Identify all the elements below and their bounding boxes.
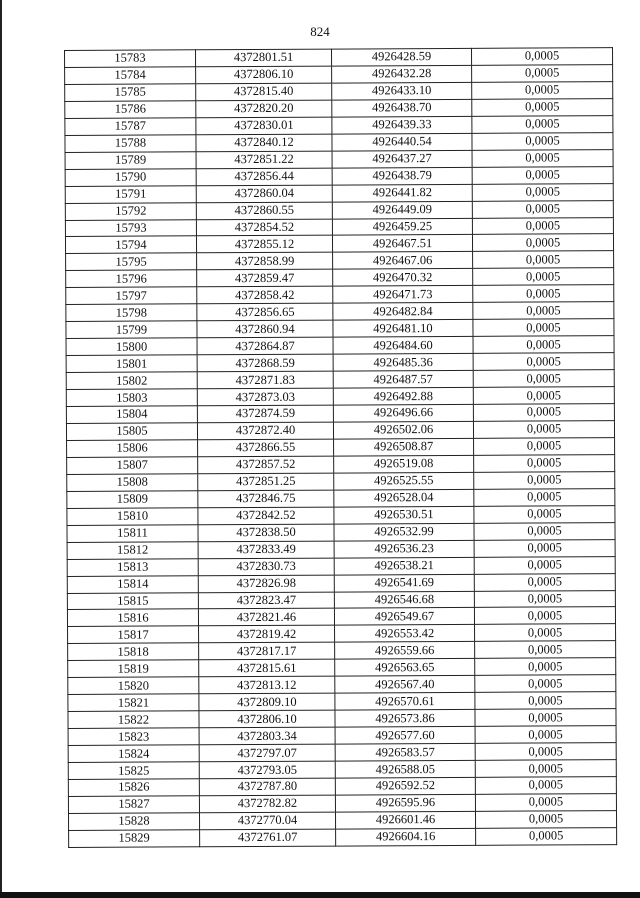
point-number-cell: 15795 [66, 253, 197, 271]
x-coordinate-cell: 4372782.82 [199, 795, 335, 813]
x-coordinate-cell: 4372856.44 [196, 168, 332, 186]
accuracy-cell: 0,0005 [474, 573, 615, 591]
accuracy-cell: 0,0005 [472, 82, 613, 100]
y-coordinate-cell: 4926595.96 [335, 794, 475, 812]
accuracy-cell: 0,0005 [473, 421, 614, 439]
accuracy-cell: 0,0005 [475, 760, 616, 778]
x-coordinate-cell: 4372842.52 [198, 507, 334, 525]
point-number-cell: 15796 [66, 270, 197, 288]
y-coordinate-cell: 4926482.84 [333, 303, 473, 321]
accuracy-cell: 0,0005 [472, 234, 613, 252]
x-coordinate-cell: 4372809.10 [199, 693, 335, 711]
accuracy-cell: 0,0005 [475, 675, 616, 693]
accuracy-cell: 0,0005 [473, 285, 614, 303]
point-number-cell: 15783 [65, 50, 196, 68]
y-coordinate-cell: 4926577.60 [335, 726, 475, 744]
accuracy-cell: 0,0005 [473, 370, 614, 388]
point-number-cell: 15790 [65, 168, 196, 186]
point-number-cell: 15801 [66, 355, 197, 373]
point-number-cell: 15791 [65, 185, 196, 203]
y-coordinate-cell: 4926604.16 [336, 828, 476, 846]
x-coordinate-cell: 4372854.52 [196, 219, 332, 237]
x-coordinate-cell: 4372857.52 [198, 456, 334, 474]
point-number-cell: 15827 [68, 796, 199, 814]
x-coordinate-cell: 4372833.49 [198, 541, 334, 559]
y-coordinate-cell: 4926588.05 [335, 760, 475, 778]
accuracy-cell: 0,0005 [474, 471, 615, 489]
point-number-cell: 15794 [65, 236, 196, 254]
x-coordinate-cell: 4372806.10 [199, 710, 335, 728]
y-coordinate-cell: 4926439.33 [332, 116, 472, 134]
x-coordinate-cell: 4372855.12 [196, 236, 332, 254]
x-coordinate-cell: 4372821.46 [198, 609, 334, 627]
x-coordinate-cell: 4372838.50 [198, 524, 334, 542]
point-number-cell: 15789 [65, 152, 196, 170]
point-number-cell: 15826 [68, 779, 199, 797]
accuracy-cell: 0,0005 [473, 353, 614, 371]
accuracy-cell: 0,0005 [474, 539, 615, 557]
y-coordinate-cell: 4926570.61 [335, 693, 475, 711]
accuracy-cell: 0,0005 [472, 115, 613, 133]
x-coordinate-cell: 4372856.65 [197, 303, 333, 321]
accuracy-cell: 0,0005 [472, 200, 613, 218]
y-coordinate-cell: 4926484.60 [333, 337, 473, 355]
accuracy-cell: 0,0005 [472, 149, 613, 167]
x-coordinate-cell: 4372858.42 [197, 286, 333, 304]
x-coordinate-cell: 4372830.73 [198, 558, 334, 576]
y-coordinate-cell: 4926496.66 [333, 404, 473, 422]
point-number-cell: 15818 [68, 643, 199, 661]
point-number-cell: 15809 [67, 491, 198, 509]
x-coordinate-cell: 4372858.99 [197, 253, 333, 271]
y-coordinate-cell: 4926536.23 [334, 540, 474, 558]
y-coordinate-cell: 4926519.08 [334, 455, 474, 473]
point-number-cell: 15820 [68, 677, 199, 695]
accuracy-cell: 0,0005 [475, 811, 616, 829]
point-number-cell: 15821 [68, 694, 199, 712]
x-coordinate-cell: 4372793.05 [199, 761, 335, 779]
y-coordinate-cell: 4926592.52 [335, 777, 475, 795]
x-coordinate-cell: 4372851.25 [198, 473, 334, 491]
page-number: 824 [310, 24, 330, 39]
x-coordinate-cell: 4372840.12 [196, 134, 332, 152]
x-coordinate-cell: 4372803.34 [199, 727, 335, 745]
y-coordinate-cell: 4926470.32 [333, 269, 473, 287]
accuracy-cell: 0,0005 [472, 132, 613, 150]
y-coordinate-cell: 4926433.10 [332, 82, 472, 100]
point-number-cell: 15815 [67, 592, 198, 610]
accuracy-cell: 0,0005 [475, 692, 616, 710]
x-coordinate-cell: 4372823.47 [198, 592, 334, 610]
point-number-cell: 15822 [68, 711, 199, 729]
y-coordinate-cell: 4926438.79 [332, 167, 472, 185]
y-coordinate-cell: 4926601.46 [335, 811, 475, 829]
point-number-cell: 15803 [66, 389, 197, 407]
y-coordinate-cell: 4926559.66 [335, 642, 475, 660]
x-coordinate-cell: 4372761.07 [200, 829, 336, 847]
x-coordinate-cell: 4372770.04 [199, 812, 335, 830]
y-coordinate-cell: 4926485.36 [333, 354, 473, 372]
accuracy-cell: 0,0005 [471, 48, 612, 66]
x-coordinate-cell: 4372817.17 [199, 642, 335, 660]
y-coordinate-cell: 4926441.82 [332, 184, 472, 202]
accuracy-cell: 0,0005 [474, 590, 615, 608]
point-number-cell: 15786 [65, 101, 196, 119]
point-number-cell: 15793 [65, 219, 196, 237]
accuracy-cell: 0,0005 [474, 607, 615, 625]
accuracy-cell: 0,0005 [474, 488, 615, 506]
accuracy-cell: 0,0005 [474, 522, 615, 540]
y-coordinate-cell: 4926553.42 [335, 625, 475, 643]
point-number-cell: 15784 [65, 67, 196, 85]
accuracy-cell: 0,0005 [474, 505, 615, 523]
y-coordinate-cell: 4926508.87 [334, 438, 474, 456]
y-coordinate-cell: 4926530.51 [334, 506, 474, 524]
y-coordinate-cell: 4926432.28 [332, 65, 472, 83]
accuracy-cell: 0,0005 [475, 794, 616, 812]
y-coordinate-cell: 4926428.59 [331, 48, 471, 66]
x-coordinate-cell: 4372851.22 [196, 151, 332, 169]
y-coordinate-cell: 4926487.57 [333, 370, 473, 388]
x-coordinate-cell: 4372815.40 [196, 83, 332, 101]
point-number-cell: 15810 [67, 508, 198, 526]
point-number-cell: 15823 [68, 728, 199, 746]
accuracy-cell: 0,0005 [472, 183, 613, 201]
point-number-cell: 15785 [65, 84, 196, 102]
x-coordinate-cell: 4372801.51 [196, 49, 332, 67]
x-coordinate-cell: 4372873.03 [197, 388, 333, 406]
scan-edge-bottom [0, 892, 640, 898]
coordinates-table-body [65, 48, 617, 848]
point-number-cell: 15816 [67, 609, 198, 627]
x-coordinate-cell: 4372868.59 [197, 354, 333, 372]
x-coordinate-cell: 4372859.47 [197, 269, 333, 287]
y-coordinate-cell: 4926440.54 [332, 133, 472, 151]
y-coordinate-cell: 4926532.99 [334, 523, 474, 541]
y-coordinate-cell: 4926567.40 [335, 676, 475, 694]
accuracy-cell: 0,0005 [473, 387, 614, 405]
accuracy-cell: 0,0005 [474, 556, 615, 574]
point-number-cell: 15814 [67, 575, 198, 593]
x-coordinate-cell: 4372860.94 [197, 320, 333, 338]
y-coordinate-cell: 4926549.67 [334, 608, 474, 626]
x-coordinate-cell: 4372797.07 [199, 744, 335, 762]
point-number-cell: 15804 [66, 406, 197, 424]
accuracy-cell: 0,0005 [472, 65, 613, 83]
y-coordinate-cell: 4926583.57 [335, 743, 475, 761]
y-coordinate-cell: 4926449.09 [332, 201, 472, 219]
point-number-cell: 15788 [65, 135, 196, 153]
point-number-cell: 15828 [68, 813, 199, 831]
point-number-cell: 15811 [67, 524, 198, 542]
x-coordinate-cell: 4372787.80 [199, 778, 335, 796]
x-coordinate-cell: 4372815.61 [199, 659, 335, 677]
point-number-cell: 15792 [65, 202, 196, 220]
accuracy-cell: 0,0005 [472, 166, 613, 184]
x-coordinate-cell: 4372860.55 [196, 202, 332, 220]
x-coordinate-cell: 4372820.20 [196, 100, 332, 118]
y-coordinate-cell: 4926573.86 [335, 710, 475, 728]
point-number-cell: 15805 [66, 423, 197, 441]
x-coordinate-cell: 4372819.42 [199, 625, 335, 643]
table-row [69, 827, 617, 847]
point-number-cell: 15817 [68, 626, 199, 644]
point-number-cell: 15787 [65, 118, 196, 136]
y-coordinate-cell: 4926437.27 [332, 150, 472, 168]
y-coordinate-cell: 4926438.70 [332, 99, 472, 117]
x-coordinate-cell: 4372806.10 [196, 66, 332, 84]
point-number-cell: 15802 [66, 372, 197, 390]
point-number-cell: 15800 [66, 338, 197, 356]
y-coordinate-cell: 4926471.73 [333, 286, 473, 304]
accuracy-cell: 0,0005 [472, 217, 613, 235]
accuracy-cell: 0,0005 [474, 438, 615, 456]
point-number-cell: 15797 [66, 287, 197, 305]
point-number-cell: 15825 [68, 762, 199, 780]
y-coordinate-cell: 4926541.69 [334, 574, 474, 592]
accuracy-cell: 0,0005 [475, 658, 616, 676]
x-coordinate-cell: 4372846.75 [198, 490, 334, 508]
x-coordinate-cell: 4372872.40 [197, 422, 333, 440]
y-coordinate-cell: 4926563.65 [335, 659, 475, 677]
y-coordinate-cell: 4926528.04 [334, 489, 474, 507]
x-coordinate-cell: 4372813.12 [199, 676, 335, 694]
coordinates-table [64, 47, 617, 848]
accuracy-cell: 0,0005 [473, 268, 614, 286]
accuracy-cell: 0,0005 [475, 709, 616, 727]
point-number-cell: 15813 [67, 558, 198, 576]
accuracy-cell: 0,0005 [473, 319, 614, 337]
x-coordinate-cell: 4372826.98 [198, 575, 334, 593]
accuracy-cell: 0,0005 [475, 743, 616, 761]
point-number-cell: 15806 [67, 440, 198, 458]
accuracy-cell: 0,0005 [473, 404, 614, 422]
accuracy-cell: 0,0005 [472, 98, 613, 116]
point-number-cell: 15812 [67, 541, 198, 559]
accuracy-cell: 0,0005 [474, 454, 615, 472]
accuracy-cell: 0,0005 [473, 336, 614, 354]
y-coordinate-cell: 4926502.06 [333, 421, 473, 439]
x-coordinate-cell: 4372860.04 [196, 185, 332, 203]
point-number-cell: 15824 [68, 745, 199, 763]
x-coordinate-cell: 4372864.87 [197, 337, 333, 355]
point-number-cell: 15819 [68, 660, 199, 678]
y-coordinate-cell: 4926459.25 [332, 218, 472, 236]
x-coordinate-cell: 4372871.83 [197, 371, 333, 389]
accuracy-cell: 0,0005 [473, 251, 614, 269]
y-coordinate-cell: 4926546.68 [334, 591, 474, 609]
accuracy-cell: 0,0005 [476, 827, 617, 845]
x-coordinate-cell: 4372874.59 [197, 405, 333, 423]
y-coordinate-cell: 4926492.88 [333, 387, 473, 405]
accuracy-cell: 0,0005 [475, 777, 616, 795]
accuracy-cell: 0,0005 [475, 641, 616, 659]
x-coordinate-cell: 4372866.55 [198, 439, 334, 457]
point-number-cell: 15829 [69, 830, 200, 848]
x-coordinate-cell: 4372830.01 [196, 117, 332, 135]
accuracy-cell: 0,0005 [475, 624, 616, 642]
point-number-cell: 15807 [67, 457, 198, 475]
y-coordinate-cell: 4926467.51 [332, 235, 472, 253]
y-coordinate-cell: 4926538.21 [334, 557, 474, 575]
point-number-cell: 15798 [66, 304, 197, 322]
y-coordinate-cell: 4926525.55 [334, 472, 474, 490]
y-coordinate-cell: 4926467.06 [333, 252, 473, 270]
point-number-cell: 15808 [67, 474, 198, 492]
point-number-cell: 15799 [66, 321, 197, 339]
accuracy-cell: 0,0005 [475, 726, 616, 744]
scan-edge-left [0, 0, 2, 898]
accuracy-cell: 0,0005 [473, 302, 614, 320]
y-coordinate-cell: 4926481.10 [333, 320, 473, 338]
